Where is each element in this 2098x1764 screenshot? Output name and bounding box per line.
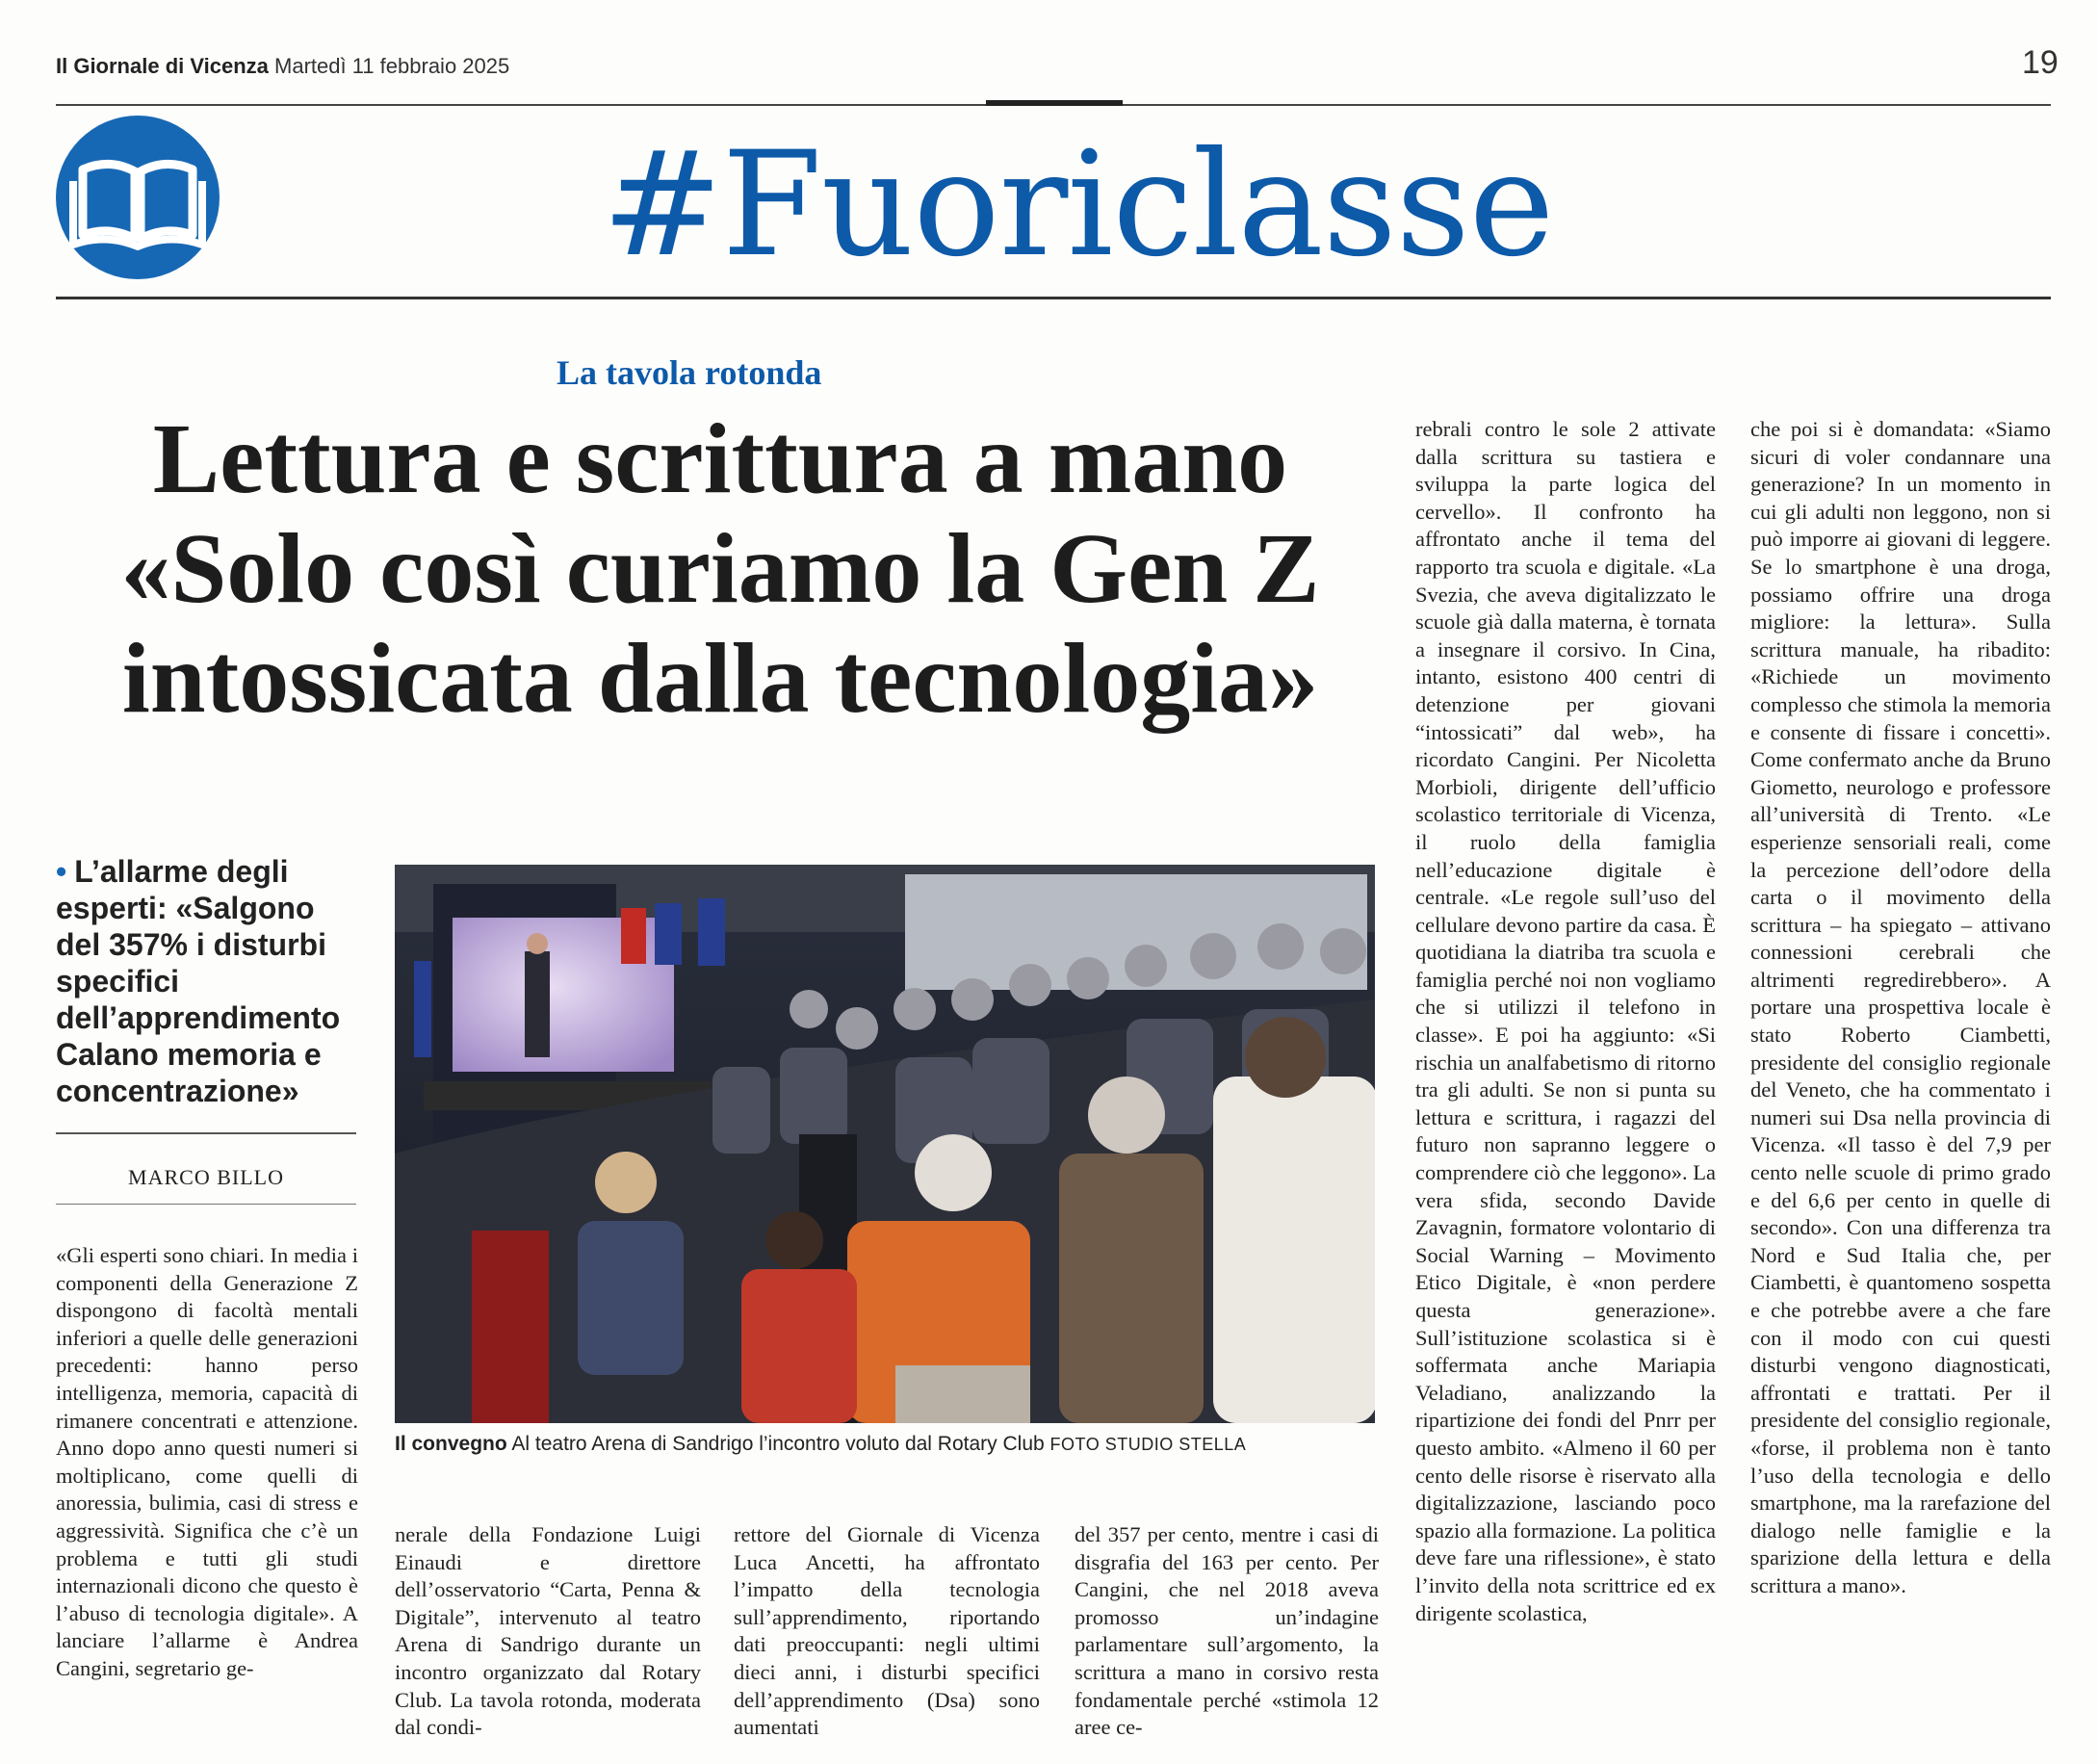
caption-label: Il convegno: [395, 1433, 507, 1455]
section-rule: [56, 297, 2051, 299]
article-headline: [56, 404, 1385, 734]
masthead: [56, 54, 509, 79]
article-column-5: rebrali contro le sole 2 attivate dalla scrittura su tastiera e sviluppa la parte logica del cervello». Il confronto ha affrontato anche il tema del rapporto tra scuola e digitale. «La Svezia, che aveva digitalizzato le scuole già dalla materna, è tornata a insegnare il corsivo. In Cina, intanto, esistono 400 centri di detenzione per giovani “intossicati” dal web», ha ricordato Cangini. Per Nicoletta Morbioli, dirigente dell’ufficio scolastico territoriale di Vicenza, il ruolo della famiglia nell’educazione digitale è centrale. «Le regole sull’uso del cellulare devono partire da casa. È quotidiana la diatriba tra scuola e famiglia perché noi non vogliamo che si utilizzi il telefono in classe». E poi ha aggiunto: «Si rischia un analfabetismo di ritorno tra gli adulti. Se non si punta su lettura e scrittura, i ragazzi del futuro non sapranno leggere o comprendere ciò che leggono». La vera sfida, secondo Davide Zavagnin, formatore volontario di Social Warning – Movimento Etico Digitale, è «non perdere questa generazione». Sull’istituzione scolastica si è soffermata anche Mariapia Veladiano, analizzando la ripartizione dei fondi del Pnrr per questo ambito. «Almeno il 60 per cento delle risorse è riservato alla digitalizzazione, lasciando poco spazio alla formazione. La politica deve fare una riflessione», è stato l’invito della nota scrittrice ed ex dirigente scolastica,: [1415, 417, 1716, 1625]
article-column-2: nerale della Fondazione Luigi Einaudi e direttore dell’osservatorio “Carta, Penna & Digitale”, intervenuto al teatro Arena di Sandrigo durante un incontro organizzato dal Rotary Club. La tavola rotonda, moderata dal condi-: [395, 1522, 701, 1740]
byline: MARCO BILLO: [128, 1165, 284, 1189]
byline-rule: [56, 1204, 356, 1205]
article-photo: [395, 865, 1375, 1423]
photo-caption: [395, 1433, 1386, 1456]
open-book-icon: [56, 116, 220, 279]
newspaper-name: Il Giornale di Vicenza: [56, 54, 269, 78]
article-column-1: «Gli esperti sono chiari. In media i componenti della Generazione Z dispongono di facoltà mentali inferiori a quelle delle generazioni precedenti: hanno perso intelligenza, memoria, capacità di rimanere concentrati e attenzione. Anno dopo anno questi numeri si moltiplicano, come quelli di anoressia, bulimia, casi di stress e aggressività. Significa che c’è un problema e tutti gli studi internazionali dicono che questo è l’abuso di tecnologia digitale». A lanciare l’allarme è Andrea Cangini, segretario ge-: [56, 1243, 358, 1680]
article-column-3: rettore del Giornale di Vicenza Luca Ancetti, ha affrontato l’impatto della tecnologia sull’apprendimento, riportando dati preoccupanti: negli ultimi dieci anni, i disturbi specifici dell’apprendimento (Dsa) sono aumentati: [734, 1522, 1040, 1740]
headline-line: «Solo così curiamo la Gen Z: [120, 513, 1320, 624]
headline-line: Lettura e scrittura a mano: [152, 403, 1288, 514]
bullet-icon: •: [56, 854, 67, 889]
article-kicker: La tavola rotonda: [557, 353, 822, 392]
page-number: 19: [2022, 44, 2059, 81]
summary-rule: [56, 1132, 356, 1134]
section-title: #Fuoriclasse: [602, 121, 1554, 289]
issue-date: Martedì 11 febbraio 2025: [274, 54, 510, 78]
top-rule-accent: [986, 100, 1123, 106]
photo-credit: FOTO STUDIO STELLA: [1049, 1435, 1247, 1454]
article-column-4: del 357 per cento, mentre i casi di disgrafia del 163 per cento. Per Cangini, che nel 2018 aveva promosso un’indagine parlamentare sull’argomento, la scrittura a mano in corsivo resta fondamentale perché «stimola 12 aree ce-: [1075, 1522, 1379, 1740]
summary-text: L’allarme degli esperti: «Salgono del 357% i disturbi specifici dell’apprendimento Calano memoria e concentrazione»: [56, 854, 341, 1108]
headline-line: intossicata dalla tecnologia»: [121, 623, 1319, 734]
article-summary: [56, 853, 364, 1109]
article-column-6: che poi si è domandata: «Siamo sicuri di voler condannare una generazione? In un momento in cui gli adulti non leggono, non si può imporre ai giovani di leggere. Se lo smartphone è una droga, possiamo offrire una droga migliore: la lettura». Sulla scrittura manuale, ha ribadito: «Richiede un movimento complesso che stimola la memoria e consente di fissare i concetti». Come confermato anche da Bruno Giometto, neurologo e professore all’università di Trento. «Le esperienze sensoriali reali, come la percezione dell’odore della carta o il movimento della scrittura – ha spiegato – attivano connessioni cerebrali che altrimenti regredirebbero». A portare una prospettiva locale è stato Roberto Ciambetti, presidente del consiglio regionale del Veneto, che ha commentato i numeri sui Dsa nella provincia di Vicenza. «Il tasso è del 7,9 per cento nelle scuole di primo grado e del 6,6 per cento in quelle di secondo». Con una differenza tra Nord e Sud Italia che, per Ciambetti, è quantomeno sospetta e che potrebbe avere a che fare con il modo con cui questi disturbi vengono diagnosticati, affrontati e trattati. Per il presidente del consiglio regionale, «forse, il problema non è tanto l’uso della tecnologia e dello smartphone, ma la rarefazione del dialogo nelle famiglie e la sparizione della lettura e della scrittura a mano».: [1750, 417, 2051, 1597]
caption-text: Al teatro Arena di Sandrigo l’incontro voluto dal Rotary Club: [511, 1433, 1045, 1455]
